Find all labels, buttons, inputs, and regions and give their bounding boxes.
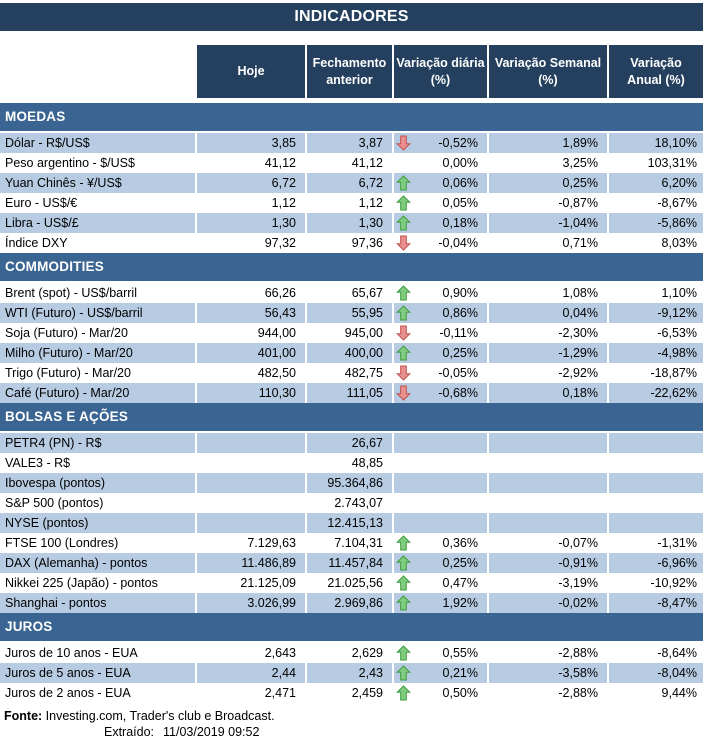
variacao-diaria-value: -0,05% <box>438 366 478 380</box>
row-label: Índice DXY <box>0 233 195 253</box>
table-row <box>0 573 703 593</box>
cell-hoje: 401,00 <box>195 343 305 363</box>
cell-fechamento-anterior: 482,75 <box>305 363 392 383</box>
cell-fechamento-anterior: 48,85 <box>305 453 392 473</box>
cell-hoje: 1,12 <box>195 193 305 213</box>
table-row <box>0 473 703 493</box>
cell-variacao-diaria <box>392 533 487 553</box>
cell-variacao-diaria <box>392 493 487 513</box>
cell-variacao-anual <box>607 473 703 493</box>
table-row <box>0 153 703 173</box>
column-header-text: Hoje <box>237 64 265 79</box>
trend-arrow-slot <box>396 435 411 451</box>
cell-variacao-semanal: -1,29% <box>487 343 607 363</box>
trend-arrow-slot <box>396 325 411 341</box>
cell-fechamento-anterior: 1,30 <box>305 213 392 233</box>
cell-hoje: 41,12 <box>195 153 305 173</box>
variacao-diaria-value: 0,47% <box>442 576 478 590</box>
variacao-diaria-value: 0,90% <box>442 286 478 300</box>
column-header-text: Variação <box>630 56 682 71</box>
table-row <box>0 593 703 613</box>
row-label: Ibovespa (pontos) <box>0 473 195 493</box>
row-label: Yuan Chinês - ¥/US$ <box>0 173 195 193</box>
trend-arrow-slot <box>396 515 411 531</box>
cell-variacao-anual: -1,31% <box>607 533 703 553</box>
cell-variacao-semanal: 0,25% <box>487 173 607 193</box>
variacao-diaria-value: 0,00% <box>442 156 478 170</box>
variacao-diaria-value: 0,25% <box>442 556 478 570</box>
row-label: Café (Futuro) - Mar/20 <box>0 383 195 403</box>
cell-variacao-diaria <box>392 643 487 663</box>
table-section <box>0 613 703 703</box>
row-label: Milho (Futuro) - Mar/20 <box>0 343 195 363</box>
trend-arrow-slot <box>396 215 411 231</box>
cell-variacao-anual <box>607 493 703 513</box>
cell-variacao-anual: -8,04% <box>607 663 703 683</box>
cell-variacao-semanal: -0,87% <box>487 193 607 213</box>
arrow-up-icon <box>396 175 411 191</box>
cell-variacao-anual <box>607 513 703 533</box>
cell-variacao-diaria <box>392 593 487 613</box>
column-header-fechamento-anterior <box>305 45 392 98</box>
trend-arrow-slot <box>396 575 411 591</box>
cell-hoje: 3.026,99 <box>195 593 305 613</box>
cell-variacao-anual <box>607 453 703 473</box>
column-header-text: Fechamento <box>312 56 387 71</box>
arrow-up-icon <box>396 555 411 571</box>
cell-variacao-diaria <box>392 173 487 193</box>
row-label: Juros de 2 anos - EUA <box>0 683 195 703</box>
cell-fechamento-anterior: 26,67 <box>305 433 392 453</box>
cell-fechamento-anterior: 1,12 <box>305 193 392 213</box>
table-row <box>0 173 703 193</box>
page-title: INDICADORES <box>0 3 703 31</box>
table-section <box>0 253 703 403</box>
cell-fechamento-anterior: 945,00 <box>305 323 392 343</box>
table-row <box>0 683 703 703</box>
column-header-variacao-anual <box>607 45 703 98</box>
variacao-diaria-value: 0,18% <box>442 216 478 230</box>
extracted-label: Extraído: <box>104 725 155 739</box>
cell-hoje: 7.129,63 <box>195 533 305 553</box>
section-rows <box>0 433 703 613</box>
column-header-variacao-diaria <box>392 45 487 98</box>
arrow-up-icon <box>396 595 411 611</box>
trend-arrow-slot <box>396 135 411 151</box>
cell-variacao-semanal: -2,92% <box>487 363 607 383</box>
arrow-up-icon <box>396 285 411 301</box>
cell-fechamento-anterior: 95.364,86 <box>305 473 392 493</box>
variacao-diaria-value: 0,21% <box>442 666 478 680</box>
cell-hoje <box>195 453 305 473</box>
arrow-down-icon <box>396 385 411 401</box>
cell-variacao-diaria <box>392 383 487 403</box>
cell-variacao-diaria <box>392 513 487 533</box>
table-row <box>0 323 703 343</box>
cell-variacao-semanal: -2,88% <box>487 683 607 703</box>
table-row <box>0 283 703 303</box>
table-row <box>0 343 703 363</box>
source-label: Fonte: <box>4 709 43 723</box>
table-row <box>0 193 703 213</box>
arrow-up-icon <box>396 305 411 321</box>
cell-variacao-diaria <box>392 453 487 473</box>
cell-hoje: 21.125,09 <box>195 573 305 593</box>
cell-hoje <box>195 433 305 453</box>
table-header <box>0 45 703 98</box>
section-header: MOEDAS <box>0 103 703 131</box>
cell-variacao-semanal: -2,88% <box>487 643 607 663</box>
table-row <box>0 363 703 383</box>
cell-variacao-semanal: 1,08% <box>487 283 607 303</box>
arrow-up-icon <box>396 575 411 591</box>
cell-variacao-anual: -18,87% <box>607 363 703 383</box>
table-row <box>0 233 703 253</box>
cell-fechamento-anterior: 2.969,86 <box>305 593 392 613</box>
cell-variacao-diaria <box>392 343 487 363</box>
trend-arrow-slot <box>396 285 411 301</box>
arrow-down-icon <box>396 325 411 341</box>
cell-variacao-diaria <box>392 283 487 303</box>
variacao-diaria-value: 0,25% <box>442 346 478 360</box>
column-header-text: Variação diária <box>396 56 485 71</box>
trend-arrow-slot <box>396 595 411 611</box>
cell-fechamento-anterior: 400,00 <box>305 343 392 363</box>
cell-variacao-diaria <box>392 303 487 323</box>
trend-arrow-slot <box>396 455 411 471</box>
cell-fechamento-anterior: 6,72 <box>305 173 392 193</box>
cell-variacao-anual: -10,92% <box>607 573 703 593</box>
cell-fechamento-anterior: 3,87 <box>305 133 392 153</box>
cell-hoje: 56,43 <box>195 303 305 323</box>
row-label: FTSE 100 (Londres) <box>0 533 195 553</box>
cell-fechamento-anterior: 65,67 <box>305 283 392 303</box>
cell-fechamento-anterior: 41,12 <box>305 153 392 173</box>
cell-variacao-semanal: -3,19% <box>487 573 607 593</box>
cell-fechamento-anterior: 55,95 <box>305 303 392 323</box>
cell-hoje <box>195 513 305 533</box>
column-header-hoje <box>195 45 305 98</box>
arrow-down-icon <box>396 365 411 381</box>
table-row <box>0 303 703 323</box>
table-row <box>0 513 703 533</box>
cell-variacao-diaria <box>392 473 487 493</box>
cell-hoje: 3,85 <box>195 133 305 153</box>
trend-arrow-slot <box>396 645 411 661</box>
table-row <box>0 663 703 683</box>
trend-arrow-slot <box>396 495 411 511</box>
cell-variacao-anual: -4,98% <box>607 343 703 363</box>
cell-variacao-diaria <box>392 363 487 383</box>
cell-variacao-anual: -8,64% <box>607 643 703 663</box>
section-rows <box>0 643 703 703</box>
column-header-text: (%) <box>430 72 451 87</box>
arrow-up-icon <box>396 345 411 361</box>
cell-variacao-diaria <box>392 133 487 153</box>
arrow-down-icon <box>396 135 411 151</box>
table-row <box>0 493 703 513</box>
variacao-diaria-value: 0,05% <box>442 196 478 210</box>
cell-hoje: 482,50 <box>195 363 305 383</box>
row-label: Libra - US$/£ <box>0 213 195 233</box>
section-rows <box>0 283 703 403</box>
cell-variacao-anual: 103,31% <box>607 153 703 173</box>
cell-variacao-semanal: -0,91% <box>487 553 607 573</box>
cell-fechamento-anterior: 2.743,07 <box>305 493 392 513</box>
row-label: Brent (spot) - US$/barril <box>0 283 195 303</box>
trend-arrow-slot <box>396 155 411 171</box>
cell-fechamento-anterior: 2,629 <box>305 643 392 663</box>
row-label: S&P 500 (pontos) <box>0 493 195 513</box>
cell-fechamento-anterior: 111,05 <box>305 383 392 403</box>
row-label: Euro - US$/€ <box>0 193 195 213</box>
cell-variacao-anual: 9,44% <box>607 683 703 703</box>
row-label: Peso argentino - $/US$ <box>0 153 195 173</box>
cell-hoje: 97,32 <box>195 233 305 253</box>
arrow-up-icon <box>396 215 411 231</box>
section-header: BOLSAS E AÇÕES <box>0 403 703 431</box>
cell-variacao-semanal: 1,89% <box>487 133 607 153</box>
trend-arrow-slot <box>396 665 411 681</box>
table-row <box>0 453 703 473</box>
cell-fechamento-anterior: 7.104,31 <box>305 533 392 553</box>
cell-hoje: 6,72 <box>195 173 305 193</box>
variacao-diaria-value: 0,50% <box>442 686 478 700</box>
arrow-up-icon <box>396 665 411 681</box>
cell-variacao-semanal: -0,07% <box>487 533 607 553</box>
table-body <box>0 103 703 703</box>
cell-variacao-diaria <box>392 323 487 343</box>
section-header: JUROS <box>0 613 703 641</box>
trend-arrow-slot <box>396 305 411 321</box>
cell-hoje: 110,30 <box>195 383 305 403</box>
cell-variacao-anual: -6,96% <box>607 553 703 573</box>
table-section <box>0 403 703 613</box>
cell-fechamento-anterior: 21.025,56 <box>305 573 392 593</box>
cell-fechamento-anterior: 11.457,84 <box>305 553 392 573</box>
table-row <box>0 383 703 403</box>
indicators-report <box>0 3 703 746</box>
cell-variacao-semanal <box>487 433 607 453</box>
trend-arrow-slot <box>396 345 411 361</box>
cell-fechamento-anterior: 97,36 <box>305 233 392 253</box>
row-label: Soja (Futuro) - Mar/20 <box>0 323 195 343</box>
row-label: Nikkei 225 (Japão) - pontos <box>0 573 195 593</box>
arrow-down-icon <box>396 235 411 251</box>
row-label: Trigo (Futuro) - Mar/20 <box>0 363 195 383</box>
arrow-up-icon <box>396 645 411 661</box>
table-row <box>0 553 703 573</box>
row-label: NYSE (pontos) <box>0 513 195 533</box>
cell-variacao-anual: -22,62% <box>607 383 703 403</box>
table-section <box>0 103 703 253</box>
trend-arrow-slot <box>396 235 411 251</box>
section-rows <box>0 133 703 253</box>
row-label: PETR4 (PN) - R$ <box>0 433 195 453</box>
cell-variacao-semanal <box>487 453 607 473</box>
cell-variacao-semanal: -3,58% <box>487 663 607 683</box>
cell-hoje: 2,471 <box>195 683 305 703</box>
column-header-text: Variação Semanal <box>494 56 602 71</box>
cell-variacao-anual: 18,10% <box>607 133 703 153</box>
variacao-diaria-value: 0,55% <box>442 646 478 660</box>
table-row <box>0 533 703 553</box>
cell-variacao-semanal: -2,30% <box>487 323 607 343</box>
table-row <box>0 213 703 233</box>
cell-variacao-diaria <box>392 213 487 233</box>
cell-variacao-semanal <box>487 493 607 513</box>
variacao-diaria-value: -0,11% <box>439 326 478 340</box>
cell-hoje: 1,30 <box>195 213 305 233</box>
arrow-up-icon <box>396 535 411 551</box>
arrow-up-icon <box>396 195 411 211</box>
row-label: Shanghai - pontos <box>0 593 195 613</box>
cell-variacao-semanal: 0,04% <box>487 303 607 323</box>
table-footer <box>0 708 703 740</box>
column-header-text: anterior <box>326 72 373 87</box>
cell-variacao-diaria <box>392 153 487 173</box>
row-label: Dólar - R$/US$ <box>0 133 195 153</box>
table-row <box>0 433 703 453</box>
variacao-diaria-value: -0,04% <box>438 236 478 250</box>
cell-hoje <box>195 493 305 513</box>
cell-variacao-anual: -5,86% <box>607 213 703 233</box>
cell-variacao-semanal: -0,02% <box>487 593 607 613</box>
cell-variacao-anual: -8,47% <box>607 593 703 613</box>
section-header: COMMODITIES <box>0 253 703 281</box>
trend-arrow-slot <box>396 195 411 211</box>
cell-variacao-diaria <box>392 663 487 683</box>
row-label: VALE3 - R$ <box>0 453 195 473</box>
cell-variacao-diaria <box>392 573 487 593</box>
cell-variacao-diaria <box>392 233 487 253</box>
cell-hoje: 11.486,89 <box>195 553 305 573</box>
cell-hoje: 2,44 <box>195 663 305 683</box>
cell-fechamento-anterior: 12.415,13 <box>305 513 392 533</box>
cell-variacao-anual: -6,53% <box>607 323 703 343</box>
cell-hoje: 2,643 <box>195 643 305 663</box>
cell-variacao-diaria <box>392 683 487 703</box>
variacao-diaria-value: 0,06% <box>442 176 478 190</box>
source-text: Investing.com, Trader's club e Broadcast. <box>42 709 275 723</box>
row-label: Juros de 10 anos - EUA <box>0 643 195 663</box>
cell-variacao-diaria <box>392 193 487 213</box>
cell-variacao-anual: 8,03% <box>607 233 703 253</box>
cell-fechamento-anterior: 2,43 <box>305 663 392 683</box>
arrow-up-icon <box>396 685 411 701</box>
cell-hoje: 66,26 <box>195 283 305 303</box>
trend-arrow-slot <box>396 475 411 491</box>
extracted-line <box>0 724 703 740</box>
source-line <box>0 708 703 724</box>
variacao-diaria-value: -0,52% <box>438 136 478 150</box>
cell-variacao-anual <box>607 433 703 453</box>
cell-variacao-diaria <box>392 433 487 453</box>
row-label: WTI (Futuro) - US$/barril <box>0 303 195 323</box>
trend-arrow-slot <box>396 685 411 701</box>
cell-variacao-semanal: 0,18% <box>487 383 607 403</box>
cell-hoje <box>195 473 305 493</box>
cell-variacao-semanal <box>487 513 607 533</box>
trend-arrow-slot <box>396 535 411 551</box>
trend-arrow-slot <box>396 365 411 381</box>
variacao-diaria-value: -0,68% <box>438 386 478 400</box>
cell-fechamento-anterior: 2,459 <box>305 683 392 703</box>
extracted-timestamp: 11/03/2019 09:52 <box>163 725 260 739</box>
cell-variacao-semanal: 3,25% <box>487 153 607 173</box>
trend-arrow-slot <box>396 175 411 191</box>
cell-variacao-semanal: 0,71% <box>487 233 607 253</box>
trend-arrow-slot <box>396 555 411 571</box>
row-label: Juros de 5 anos - EUA <box>0 663 195 683</box>
variacao-diaria-value: 0,36% <box>442 536 478 550</box>
trend-arrow-slot <box>396 385 411 401</box>
column-header-text: (%) <box>538 72 558 87</box>
cell-variacao-semanal <box>487 473 607 493</box>
variacao-diaria-value: 0,86% <box>442 306 478 320</box>
cell-variacao-anual: 1,10% <box>607 283 703 303</box>
table-row <box>0 643 703 663</box>
header-label-spacer <box>0 45 195 98</box>
row-label: DAX (Alemanha) - pontos <box>0 553 195 573</box>
variacao-diaria-value: 1,92% <box>442 596 478 610</box>
column-header-text: Anual (%) <box>627 72 685 87</box>
cell-variacao-semanal: -1,04% <box>487 213 607 233</box>
cell-variacao-anual: -8,67% <box>607 193 703 213</box>
table-row <box>0 133 703 153</box>
column-header-variacao-semanal <box>487 45 607 98</box>
cell-variacao-anual: 6,20% <box>607 173 703 193</box>
cell-variacao-diaria <box>392 553 487 573</box>
cell-hoje: 944,00 <box>195 323 305 343</box>
cell-variacao-anual: -9,12% <box>607 303 703 323</box>
